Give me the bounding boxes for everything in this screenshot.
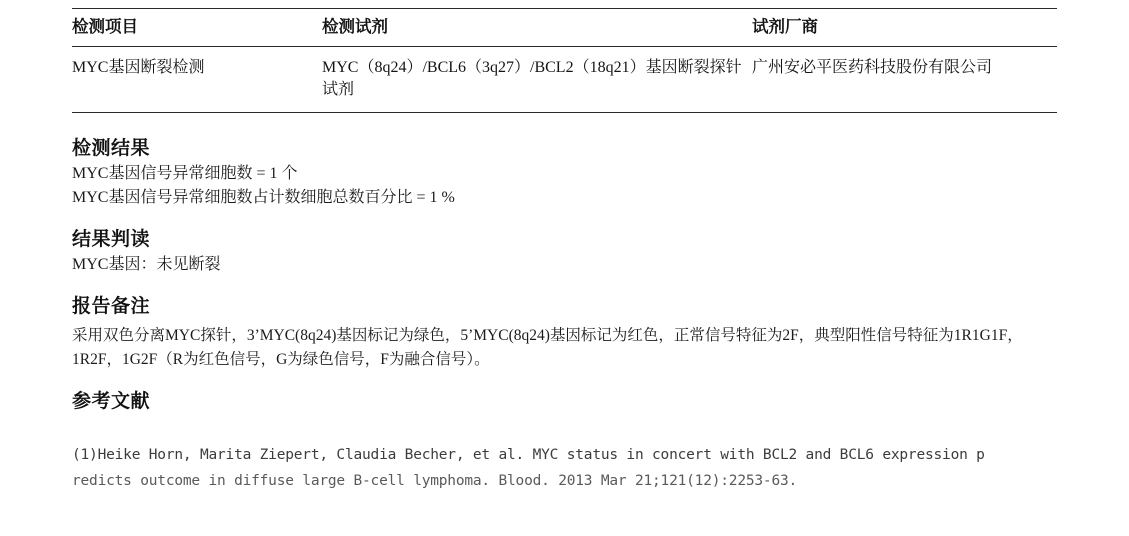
table-header-row [72,9,1057,47]
section-remarks [72,291,1057,372]
report-page [0,8,1129,536]
table-header [72,9,1057,47]
reference-line: (1)Heike Horn, Marita Ziepert, Claudia Becher, et al. MYC status in concert with BCL2 and BCL6 expression p [72,447,985,464]
section-title-results: 检测结果 [72,137,151,160]
table-body [72,47,1057,113]
column-header-reagent: 检测试剂 [322,9,752,47]
references-list [72,443,1057,494]
remarks-text: 采用双色分离MYC探针，3’MYC(8q24)基因标记为绿色，5’MYC(8q24)基因标记为红色，正常信号特征为2F，典型阳性信号特征为1R1G1F，1R2F，1G2F（R为红色信号，G为绿色信号，F为融合信号）。 [72,327,1023,369]
section-results [72,133,1057,210]
column-header-manufacturer: 试剂厂商 [752,9,1057,47]
section-title-interpretation: 结果判读 [72,228,151,251]
cell-item: MYC基因断裂检测 [72,47,322,113]
section-references [72,386,1057,494]
table-row [72,47,1057,113]
result-line-abnormal-percent: MYC基因信号异常细胞数占计数细胞总数百分比 = 1 % [72,189,455,207]
interpretation-line: MYC基因：未见断裂 [72,256,221,274]
section-title-remarks: 报告备注 [72,295,151,318]
result-line-abnormal-count: MYC基因信号异常细胞数 = 1 个 [72,165,298,183]
page-bottom-fade [0,510,1129,536]
column-header-item: 检测项目 [72,9,322,47]
reagent-table [72,8,1057,113]
cell-manufacturer: 广州安必平医药科技股份有限公司 [752,47,1057,113]
section-interpretation [72,224,1057,277]
section-title-references: 参考文献 [72,390,151,413]
reference-line: redicts outcome in diffuse large B-cell lymphoma. Blood. 2013 Mar 21;121(12):2253-63. [72,472,798,489]
cell-reagent: MYC（8q24）/BCL6（3q27）/BCL2（18q21）基因断裂探针试剂 [322,47,752,113]
